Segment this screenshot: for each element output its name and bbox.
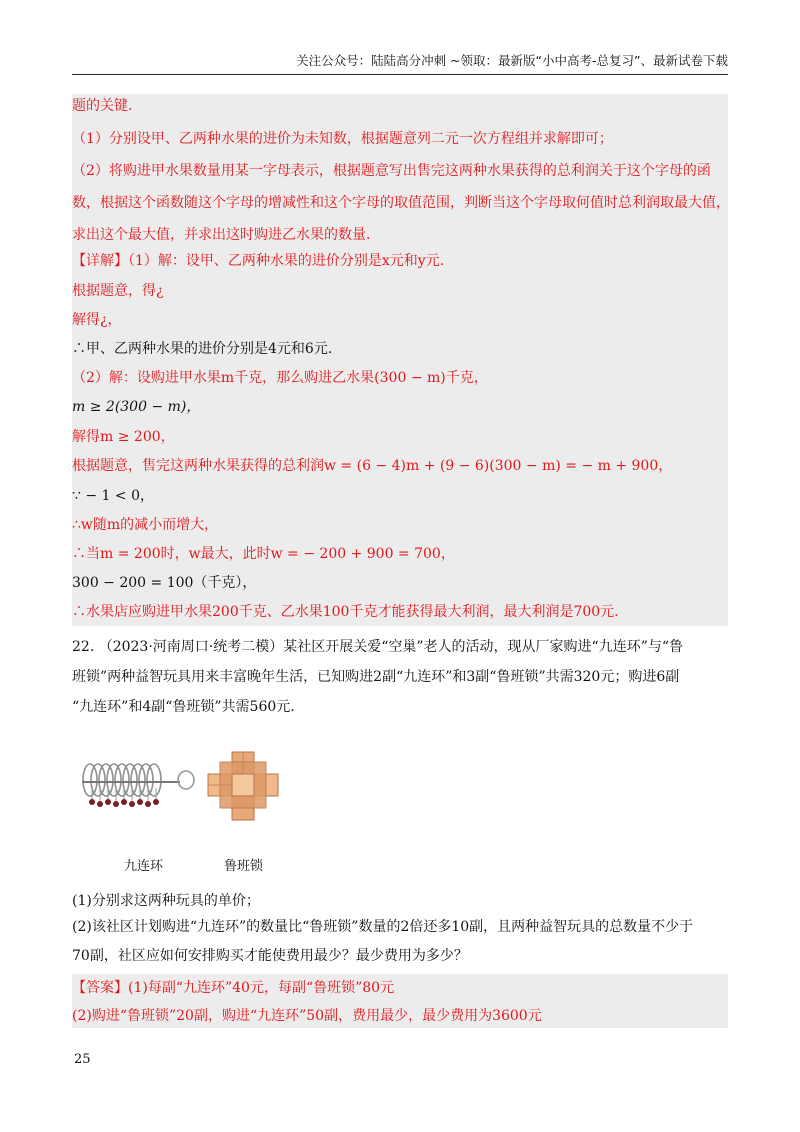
solution-line-16: ∴当m = 200时，w最大，此时w = − 200 + 900 = 700， (72, 546, 455, 562)
page-header (72, 52, 728, 75)
solution-line-9: ∴甲、乙两种水果的进价分别是4元和6元. (72, 341, 333, 357)
question-2-line-2: 70副，社区应如何安排购买才能使费用最少？最少费用为多少？ (72, 948, 468, 964)
page-number: 25 (74, 1052, 91, 1067)
solution-line-10: （2）解：设购进甲水果m千克，那么购进乙水果(300 − m)千克， (72, 370, 488, 386)
solution-line-18: ∴水果店应购进甲水果200千克、乙水果100千克才能获得最大利润，最大利润是700元. (72, 604, 619, 620)
solution-line-7: 根据题意，得¿ (72, 283, 164, 299)
nine-rings-image (80, 758, 200, 826)
caption-nine-rings: 九连环 (124, 859, 164, 874)
solution-line-4: 数，根据这个函数随这个字母的增减性和这个字母的取值范围，判断当这个字母取何值时总利润取最大值， (72, 195, 730, 211)
question-1: (1)分别求这两种玩具的单价； (72, 893, 260, 909)
solution-line-12: 解得m ≥ 200， (72, 429, 175, 445)
solution-line-14: ∵ − 1 < 0， (72, 488, 154, 504)
solution-line-1: 题的关键. (72, 98, 133, 114)
solution-line-3: （2）将购进甲水果数量用某一字母表示，根据题意写出售完这两种水果获得的总利润关于这个字母的函 (72, 163, 711, 179)
caption-luban-lock: 鲁班锁 (224, 859, 264, 874)
solution-line-8: 解得¿， (72, 312, 122, 328)
solution-line-15: ∴w随m的减小而增大， (72, 517, 219, 533)
answer-line-2: (2)购进“鲁班锁”20副，购进“九连环”50副，费用最少，最少费用为3600元 (72, 1008, 542, 1024)
question-2-line-1: (2)该社区计划购进“九连环”的数量比“鲁班锁”数量的2倍还多10副，且两种益智玩具的总数量不少于 (72, 919, 694, 935)
problem-line-2: 班锁”两种益智玩具用来丰富晚年生活，已知购进2副“九连环”和3副“鲁班锁”共需320元；购进6副 (72, 669, 680, 685)
solution-line-17: 300 − 200 = 100（千克）， (72, 575, 257, 591)
solution-line-2: （1）分别设甲、乙两种水果的进价为未知数，根据题意列二元一次方程组并求解即可； (72, 131, 613, 147)
solution-line-13: 根据题意，售完这两种水果获得的总利润w = (6 − 4)m + (9 − 6)(300 − m) = − m + 900， (72, 458, 673, 474)
answer-line-1: 【答案】(1)每副“九连环”40元，每副“鲁班锁”80元 (72, 980, 395, 996)
problem-line-3: “九连环”和4副“鲁班锁”共需560元. (72, 699, 295, 715)
problem-line-1: 22. （2023·河南周口·统考二模）某社区开展关爱“空巢”老人的活动，现从厂家购进“九连环”与“鲁 (72, 639, 684, 655)
header-text: 关注公众号：陆陆高分冲刺 ~领取：最新版“小中高考-总复习”、最新试卷下载 (296, 53, 728, 68)
solution-line-11: m ≥ 2(300 − m)， (72, 399, 201, 415)
luban-lock-image (206, 750, 280, 822)
solution-line-5: 求出这个最大值，并求出这时购进乙水果的数量. (72, 227, 371, 243)
solution-line-6: 【详解】（1）解：设甲、乙两种水果的进价分别是x元和y元. (72, 253, 445, 269)
